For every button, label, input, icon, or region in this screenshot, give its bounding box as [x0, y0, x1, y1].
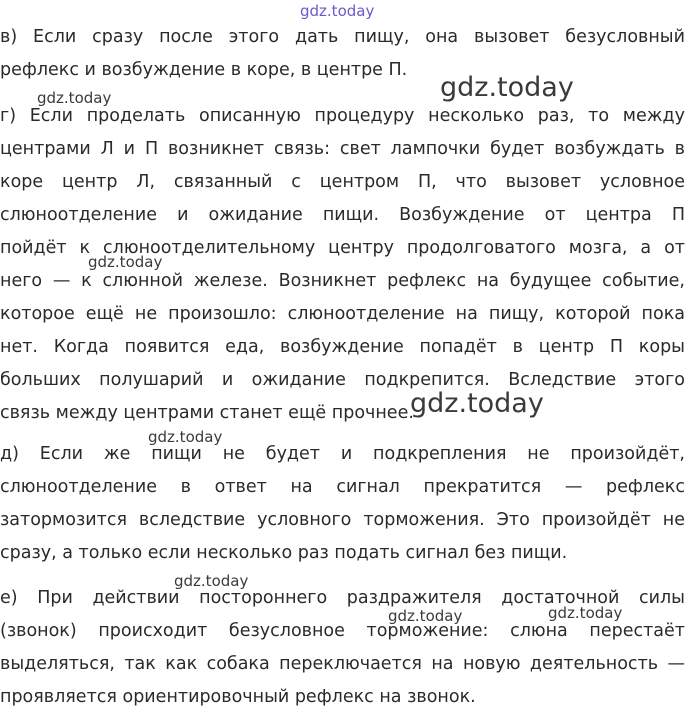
text-line: рефлекс и возбуждение в коре, в центре П. — [0, 60, 408, 80]
text-line: в) Если сразу после этого дать пищу, она вызовет безусловный — [0, 27, 685, 47]
text-line: центрами Л и П возникнет связь: свет лампочки будет возбуждать в — [0, 139, 685, 159]
watermark: gdz.today — [37, 89, 112, 107]
watermark: gdz.today — [410, 388, 544, 419]
text-line: слюноотделение в ответ на сигнал прекратится — рефлекс — [0, 477, 685, 497]
text-line: затормозится вследствие условного торможения. Это произойдёт не — [0, 510, 685, 530]
text-line: е) При действии постороннего раздражителя достаточной силы — [0, 588, 685, 608]
watermark: gdz.today — [174, 572, 249, 590]
watermark: gdz.today — [148, 428, 223, 446]
text-line: нет. Когда появится еда, возбуждение попадёт в центр П коры — [0, 337, 685, 357]
text-line: связь между центрами станет ещё прочнее. — [0, 403, 414, 423]
text-line: коре центр Л, связанный с центром П, что вызовет условное — [0, 172, 685, 192]
text-line: него — к слюнной железе. Возникнет рефлекс на будущее событие, — [0, 271, 685, 291]
text-line: слюноотделение и ожидание пищи. Возбуждение от центра П — [0, 205, 685, 225]
text-line: выделяться, так как собака переключается на новую деятельность — — [0, 654, 685, 674]
watermark: gdz.today — [88, 253, 163, 271]
watermark-top: gdz.today — [300, 2, 375, 20]
watermark: gdz.today — [388, 607, 463, 625]
paragraph-v — [0, 21, 687, 87]
paragraph-d — [0, 438, 687, 570]
paragraph-e — [0, 582, 687, 714]
text-line: которое ещё не произошло: слюноотделение на пищу, которой пока — [0, 304, 685, 324]
text-line: сразу, а только если несколько раз подать сигнал без пищи. — [0, 543, 568, 563]
watermark: gdz.today — [548, 604, 623, 622]
watermark: gdz.today — [440, 72, 574, 103]
text-line: (звонок) происходит безусловное торможение: слюна перестаёт — [0, 621, 685, 641]
text-line: пойдёт к слюноотделительному центру продолговатого мозга, а от — [0, 238, 685, 258]
text-line: г) Если проделать описанную процедуру несколько раз, то между — [0, 106, 685, 126]
text-line: больших полушарий и ожидание подкрепится. Вследствие этого — [0, 370, 685, 390]
text-line: проявляется ориентировочный рефлекс на звонок. — [0, 687, 476, 707]
text-line: д) Если же пищи не будет и подкрепления не произойдёт, — [0, 444, 685, 464]
